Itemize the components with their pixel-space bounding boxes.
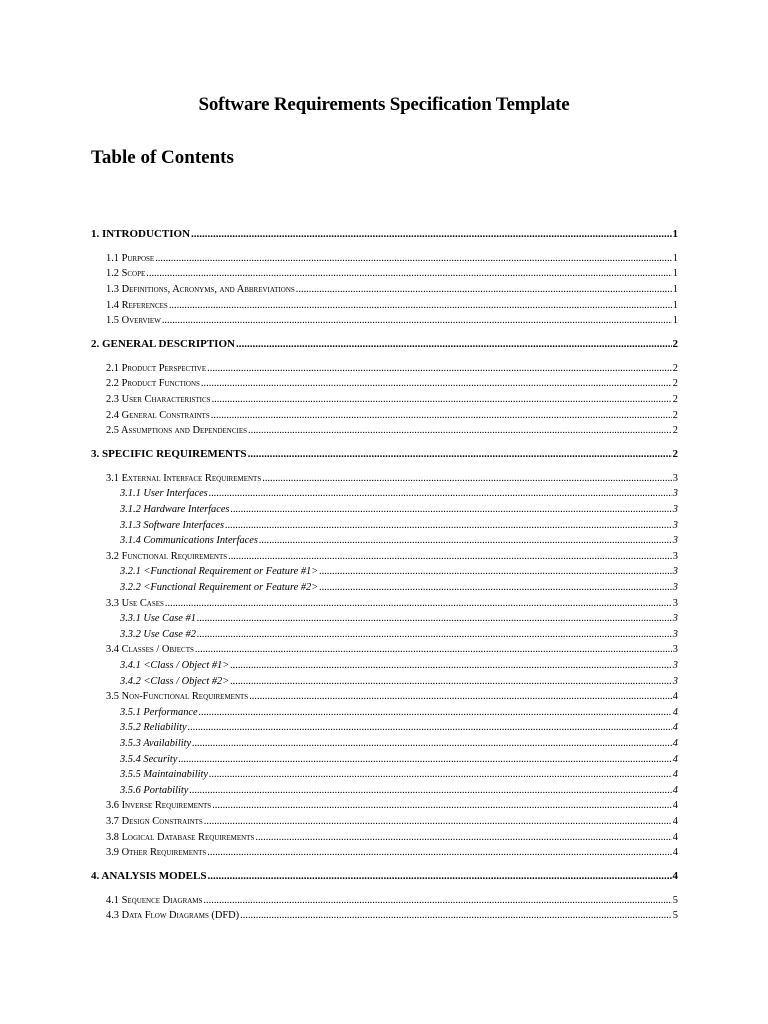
toc-entry-label: 3.1.4 Communications Interfaces [120,535,258,547]
toc-page-number: 3 [672,535,678,547]
toc-subsection-entry[interactable] [106,549,678,564]
toc-section-entry[interactable] [91,337,678,352]
toc-entry-label: 3.5.2 Reliability [120,722,187,734]
toc-dot-leader [248,423,672,438]
toc-page-number: 4 [672,769,678,781]
toc-page-number: 1 [672,268,678,280]
toc-dot-leader [225,518,672,533]
toc-entry-label: 3.1.2 Hardware Interfaces [120,504,230,515]
toc-entry-label: 1.4 References [106,299,168,311]
toc-page-number: 3 [672,519,678,531]
toc-entry-label: 3.5.1 Performance [120,706,198,718]
toc-dot-leader [296,282,672,297]
toc-entry-label: 2.1 Product Perspective [106,362,207,374]
toc-entry-label: 2. GENERAL DESCRIPTION [91,338,235,350]
toc-entry-label: 3.2 Functional Requirements [106,550,228,562]
toc-dot-leader [259,533,672,548]
toc-entry-label: 4.1 Sequence Diagrams [106,894,203,906]
toc-page-number: 3 [672,472,678,484]
toc-entry-label: 1.2 Scope [106,268,146,280]
toc-dot-leader [236,337,672,352]
toc-subsubsection-entry[interactable] [120,564,678,579]
toc-page-number: 1 [672,299,678,311]
toc-subsection-entry[interactable] [106,423,678,438]
toc-dot-leader [212,798,672,813]
toc-subsubsection-entry[interactable] [120,658,678,673]
toc-page-number: 2 [672,362,678,374]
toc-entry-label: 3.3.1 Use Case #1 [120,613,196,625]
toc-subsection-entry[interactable] [106,845,678,860]
toc-entry-label: 1.3 Definitions, Acronyms, and Abbreviations [106,284,295,295]
toc-dot-leader [155,251,672,266]
toc-page-number: 3 [672,566,678,578]
toc-dot-leader [201,376,672,391]
toc-dot-leader [188,720,672,735]
toc-subsubsection-entry[interactable] [120,783,678,798]
toc-entry-label: 3.3.2 Use Case #2 [120,628,196,640]
toc-subsection-entry[interactable] [106,266,678,281]
toc-page-number: 2 [672,394,678,405]
toc-subsection-entry[interactable] [106,361,678,376]
toc-dot-leader [209,486,672,501]
toc-dot-leader [228,549,672,564]
toc-entry-label: 3.5.5 Maintainability [120,769,209,781]
toc-dot-leader [212,392,672,407]
toc-page-number: 4 [672,706,678,718]
toc-subsubsection-entry[interactable] [120,705,678,720]
toc-subsection-entry[interactable] [106,251,678,266]
toc-page-number: 2 [672,448,678,460]
toc-entry-label: 2.2 Product Functions [106,378,200,390]
toc-page-number: 3 [672,675,678,687]
toc-subsection-entry[interactable] [106,908,678,923]
toc-page-number: 3 [672,628,678,640]
toc-dot-leader [189,783,671,798]
toc-page-number: 1 [672,284,678,295]
toc-subsection-entry[interactable] [106,298,678,313]
toc-entry-label: 2.5 Assumptions and Dependencies [106,425,248,437]
toc-page-number: 3 [672,550,678,562]
toc-subsubsection-entry[interactable] [120,736,678,751]
toc-dot-leader [207,845,672,860]
toc-entry-label: 3.3 Use Cases [106,597,164,609]
toc-entry-label: 1.1 Purpose [106,252,155,264]
toc-dot-leader [319,580,672,595]
toc-entry-label: 3.5.3 Availability [120,738,192,749]
toc-subsubsection-entry[interactable] [120,752,678,767]
toc-page-number: 3 [672,504,678,515]
toc-page-number: 4 [672,784,678,796]
toc-dot-leader [203,893,671,908]
toc-dot-leader [169,298,672,313]
toc-dot-leader [178,752,671,767]
toc-subsection-entry[interactable] [106,596,678,611]
toc-entry-label: 3.7 Design Constraints [106,816,203,827]
toc-dot-leader [230,674,672,689]
toc-dot-leader [207,869,671,884]
toc-entry-label: 3.8 Logical Database Requirements [106,831,255,843]
toc-section-entry[interactable] [91,869,678,884]
toc-dot-leader [146,266,672,281]
toc-page-number: 4 [672,831,678,843]
toc-entry-label: 3.9 Other Requirements [106,847,207,859]
toc-subsection-entry[interactable] [106,376,678,391]
toc-page-number: 3 [672,488,678,500]
toc-dot-leader [197,627,672,642]
toc-entry-label: 3.5 Non-Functional Requirements [106,691,249,703]
toc-dot-leader [230,658,672,673]
toc-page-number: 2 [672,425,678,437]
toc-entry-label: 4. ANALYSIS MODELS [91,870,207,882]
toc-dot-leader [199,705,672,720]
toc-section-entry[interactable] [91,447,678,462]
toc-dot-leader [195,642,672,657]
toc-entry-label: 3.1.3 Software Interfaces [120,519,225,531]
toc-subsubsection-entry[interactable] [120,518,678,533]
toc-page-number: 3 [672,582,678,593]
toc-subsubsection-entry[interactable] [120,767,678,782]
toc-page-number: 5 [672,910,678,922]
toc-subsection-entry[interactable] [106,471,678,486]
toc-page-number: 1 [672,252,678,264]
toc-entry-label: 1.5 Overview [106,315,161,327]
toc-heading: Table of Contents [91,147,234,168]
toc-dot-leader [249,689,672,704]
toc-page-number: 3 [672,660,678,671]
toc-dot-leader [211,408,672,423]
toc-entry-label: 3.4 Classes / Objects [106,644,194,656]
toc-entry-label: 3. SPECIFIC REQUIREMENTS [91,448,247,460]
toc-dot-leader [248,447,672,462]
toc-subsubsection-entry[interactable] [120,720,678,735]
toc-page-number: 4 [672,691,678,703]
toc-dot-leader [319,564,672,579]
toc-dot-leader [207,361,672,376]
document-title: Software Requirements Specification Template [198,94,570,115]
toc-subsubsection-entry[interactable] [120,486,678,501]
toc-entry-label: 3.2.1 <Functional Requirement or Feature #1> [120,566,319,578]
toc-subsection-entry[interactable] [106,814,678,829]
toc-entry-label: 4.3 Data Flow Diagrams (DFD) [106,910,240,922]
toc-subsubsection-entry[interactable] [120,611,678,626]
toc-subsection-entry[interactable] [106,798,678,813]
toc-page-number: 4 [672,722,678,734]
toc-page-number: 4 [672,870,678,882]
toc-page-number: 2 [672,378,678,390]
toc-page-number: 3 [672,597,678,609]
toc-subsection-entry[interactable] [106,392,678,407]
toc-page-number: 4 [672,847,678,859]
toc-page-number: 2 [672,338,678,350]
toc-dot-leader [192,736,672,751]
toc-page-number: 4 [672,800,678,812]
toc-subsubsection-entry[interactable] [120,674,678,689]
toc-subsection-entry[interactable] [106,689,678,704]
toc-page-number: 4 [672,738,678,749]
toc-subsubsection-entry[interactable] [120,627,678,642]
toc-subsubsection-entry[interactable] [120,533,678,548]
toc-page-number: 3 [672,613,678,625]
toc-dot-leader [165,596,672,611]
toc-subsection-entry[interactable] [106,408,678,423]
toc-dot-leader [255,830,671,845]
toc-dot-leader [262,471,672,486]
toc-subsection-entry[interactable] [106,282,678,297]
toc-section-entry[interactable] [91,227,678,242]
toc-page-number: 4 [672,753,678,765]
toc-dot-leader [204,814,672,829]
toc-entry-label: 3.1 External Interface Requirements [106,472,262,484]
toc-page-number: 3 [672,644,678,656]
toc-entry-label: 3.4.1 <Class / Object #1> [120,660,230,671]
toc-subsection-entry[interactable] [106,313,678,328]
toc-entry-label: 1. INTRODUCTION [91,228,191,240]
toc-entry-label: 3.4.2 <Class / Object #2> [120,675,230,687]
toc-entry-label: 3.5.4 Security [120,753,178,765]
toc-entry-label: 2.4 General Constraints [106,409,210,421]
toc-page-number: 2 [672,409,678,421]
toc-page-number: 1 [672,228,678,240]
toc-dot-leader [240,908,672,923]
toc-page-number: 4 [672,816,678,827]
toc-subsection-entry[interactable] [106,893,678,908]
toc-dot-leader [197,611,672,626]
toc-page-number: 5 [672,894,678,906]
toc-dot-leader [162,313,672,328]
toc-entry-label: 3.5.6 Portability [120,784,189,796]
toc-subsubsection-entry[interactable] [120,502,678,517]
toc-page-number: 1 [672,315,678,327]
toc-subsection-entry[interactable] [106,830,678,845]
toc-dot-leader [230,502,671,517]
toc-subsection-entry[interactable] [106,642,678,657]
toc-entry-label: 2.3 User Characteristics [106,394,211,405]
toc-dot-leader [191,227,671,242]
toc-dot-leader [209,767,672,782]
toc-subsubsection-entry[interactable] [120,580,678,595]
toc-entry-label: 3.2.2 <Functional Requirement or Feature #2> [120,582,319,593]
toc-entry-label: 3.6 Inverse Requirements [106,800,212,812]
toc-entry-label: 3.1.1 User Interfaces [120,488,208,500]
